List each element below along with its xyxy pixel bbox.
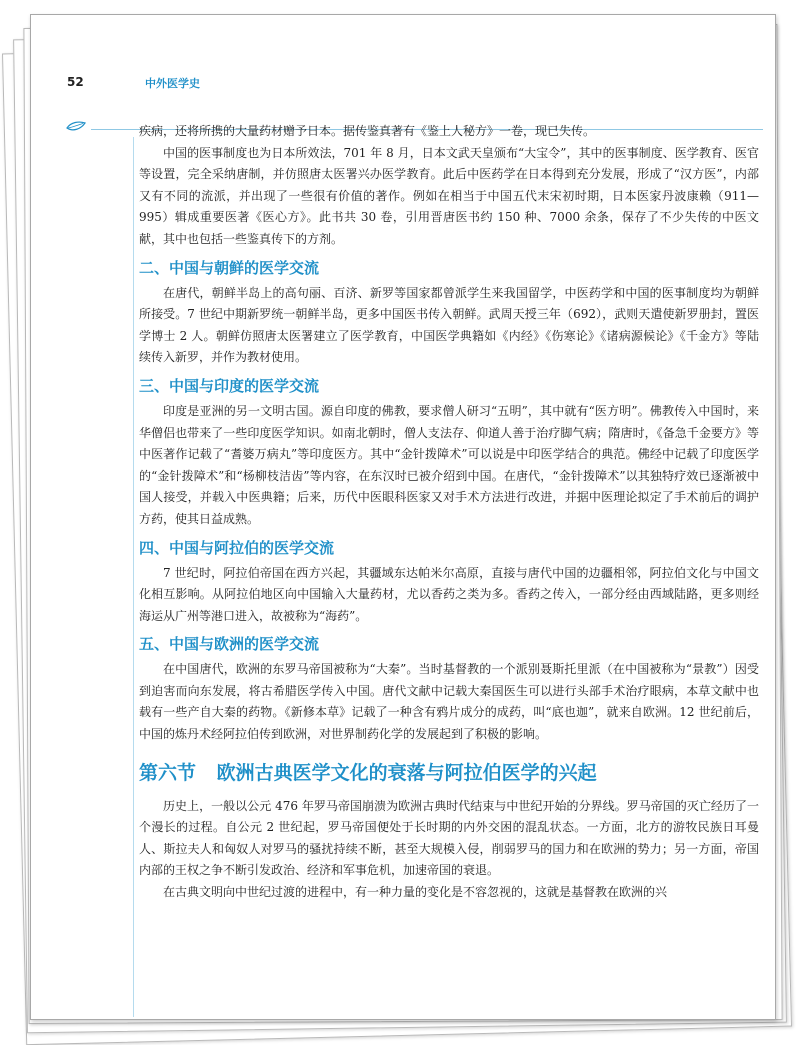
section-heading-arab: 四、中国与阿拉伯的医学交流 [139, 538, 335, 557]
paragraph: 在唐代，朝鲜半岛上的高句丽、百济、新罗等国家都曾派学生来我国留学，中医药学和中国的医事制度均为朝鲜所接受。7 世纪中期新罗统一朝鲜半岛，更多中国医书传入朝鲜。武周天授三年（692），武则天遣使新罗册封，置医学博士 2 人。朝鲜仿照唐太医署建立了医学教育，中国医学典籍如《内经》《伤寒论》《诸病源候论》《千金方》等陆续传入新罗，并作为教材使用。 [139, 285, 759, 365]
paragraph: 疾病，还将所携的大量药材赠予日本。据传鉴真著有《鉴上人秘方》一卷，现已失传。 [139, 124, 596, 138]
section-heading-india: 三、中国与印度的医学交流 [139, 376, 320, 395]
paragraph: 在中国唐代，欧洲的东罗马帝国被称为“大秦”。当时基督教的一个派别聂斯托里派（在中国被称为“景教”）因受到迫害而向东发展，将古希腊医学传入中国。唐代文献中记载大秦国医生可以进行头部手术治疗眼病，本草文献中也载有一些产自大秦的药物。《新修本草》记载了一种含有鸦片成分的成药，叫“底也迦”，就来自欧洲。12 世纪前后，中国的炼丹术经阿拉伯传到欧洲，对世界制药化学的发展起到了积极的影响。 [139, 662, 759, 742]
paragraph: 7 世纪时，阿拉伯帝国在西方兴起，其疆域东达帕米尔高原，直接与唐代中国的边疆相邻，阿拉伯文化与中国文化相互影响。从阿拉伯地区向中国输入大量药材，尤以香药之类为多。香药之传入，一部分经由西域陆路，更多则经海运从广州等港口进入，故被称为“海药”。 [139, 565, 759, 623]
paragraph: 中国的医事制度也为日本所效法，701 年 8 月，日本文武天皇颁布“大宝令”，其中的医事制度、医学教育、医官等设置，完全采纳唐制，并仿照唐太医署兴办医学教育。此后中医药学在日本得到充分发展，形成了“汉方医”，内部又有不同的流派，并出现了一些很有价值的著作。例如在相当于中国五代末宋初时期，日本医家丹波康赖（911—995）辑成重要医著《医心方》。此书共 30 卷，引用晋唐医书约 150 种、7000 余条，保存了不少失传的中医文献，其中也包括一些鉴真传下的方剂。 [139, 145, 759, 246]
page-number: 52 [67, 75, 84, 89]
chapter-heading: 第六节 欧洲古典医学文化的衰落与阿拉伯医学的兴起 [139, 761, 597, 784]
section-heading-korea: 二、中国与朝鲜的医学交流 [139, 258, 320, 277]
paragraph: 印度是亚洲的另一文明古国。源自印度的佛教，要求僧人研习“五明”，其中就有“医方明”。佛教传入中国时，来华僧侣也带来了一些印度医学知识。如南北朝时，僧人支法存、仰道人善于治疗脚气病；隋唐时，《备急千金要方》等中医著作记载了“耆婆万病丸”等印度医方。其中“金针拨障术”可以说是中印医学结合的典范。佛经中记载了印度医学的“金针拨障术”和“杨柳枝洁齿”等内容，在东汉时已被介绍到中国。在唐代，“金针拨障术”以其独特疗效已逐渐被中国人接受，并载入中医典籍；后来，历代中医眼科医家又对手术方法进行改进，并据中医理论拟定了手术前后的调护方药，使其日益成熟。 [139, 403, 759, 526]
paragraph: 历史上，一般以公元 476 年罗马帝国崩溃为欧洲古典时代结束与中世纪开始的分界线。罗马帝国的灭亡经历了一个漫长的过程。自公元 2 世纪起，罗马帝国便处于长时期的内外交困的混乱状态。一方面，北方的游牧民族日耳曼人、斯拉夫人和匈奴人对罗马的骚扰持续不断，甚至大规模入侵，削弱罗马的国力和在欧洲的势力；另一方面，帝国内部的王权之争不断引发政治、经济和军事危机，加速帝国的衰退。 [139, 798, 759, 878]
book-page [30, 14, 776, 1020]
leaf-icon [65, 119, 87, 135]
section-heading-europe: 五、中国与欧洲的医学交流 [139, 635, 320, 654]
margin-rule [133, 137, 134, 1017]
paragraph: 在古典文明向中世纪过渡的进程中，有一种力量的变化是不容忽视的，这就是基督教在欧洲的兴 [163, 885, 668, 900]
page-content [139, 121, 759, 904]
running-title: 中外医学史 [145, 77, 200, 90]
